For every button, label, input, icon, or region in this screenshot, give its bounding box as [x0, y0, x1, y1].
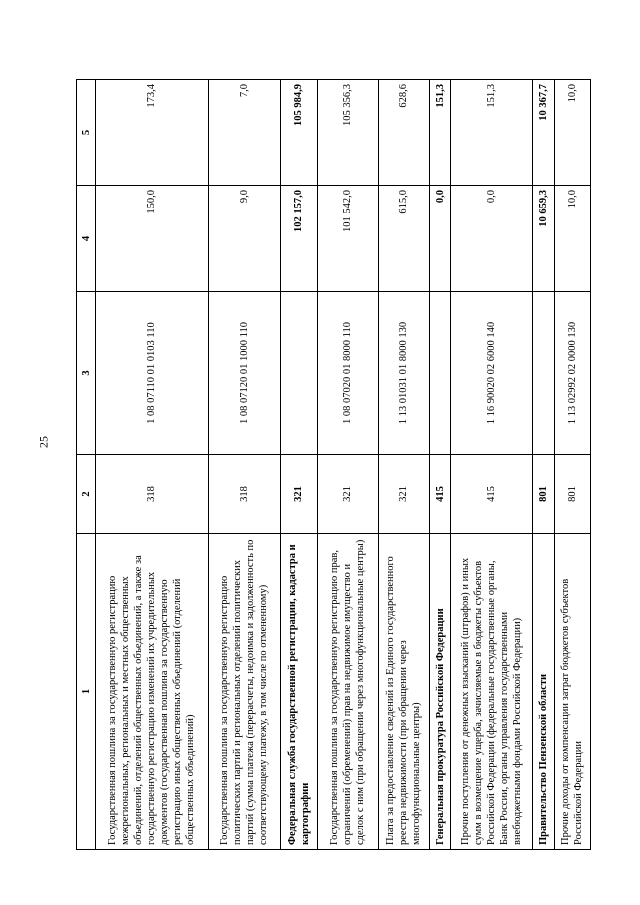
- row-name-cell: Правительство Пензенской области: [533, 534, 554, 850]
- row-kbk-cell: [430, 292, 451, 455]
- row-kbk-cell: 1 13 02992 02 0000 130: [554, 292, 590, 455]
- header-col-3: 3: [77, 292, 96, 455]
- row-name-cell: Плата за предоставление сведений из Единого государственного реестра недвижимости (при обращении через многофункциональные центры): [378, 534, 430, 850]
- table-row: [533, 80, 554, 850]
- row-value-col5-cell: 151,3: [451, 80, 533, 186]
- row-kbk-cell: 1 13 01031 01 8000 130: [378, 292, 430, 455]
- row-value-col5-cell: 151,3: [430, 80, 451, 186]
- row-value-col4-cell: 9,0: [208, 186, 281, 292]
- row-value-col5-cell: 10 367,7: [533, 80, 554, 186]
- table-row: [208, 80, 281, 850]
- row-code-cell: 321: [317, 455, 378, 534]
- header-col-1: 1: [77, 534, 96, 850]
- table-row: [281, 80, 317, 850]
- row-value-col4-cell: 150,0: [96, 186, 209, 292]
- row-kbk-cell: 1 08 07110 01 0103 110: [96, 292, 209, 455]
- table-row: [430, 80, 451, 850]
- table-row: [378, 80, 430, 850]
- header-col-4: 4: [77, 186, 96, 292]
- row-value-col5-cell: 7,0: [208, 80, 281, 186]
- row-kbk-cell: 1 08 07120 01 1000 110: [208, 292, 281, 455]
- row-value-col4-cell: 102 157,0: [281, 186, 317, 292]
- row-name-cell: Федеральная служба государственной регистрации, кадастра и картографии: [281, 534, 317, 850]
- row-value-col4-cell: 10 659,3: [533, 186, 554, 292]
- rotated-table-container: [76, 80, 591, 850]
- row-value-col5-cell: 628,6: [378, 80, 430, 186]
- row-name-cell: Государственная пошлина за государственную регистрацию межрегиональных, региональных и местных общественных объединений, отделений общественных объединений, а также за государственную регистрацию изменений их учредительных документов (государственная пошлина за государственную регистрацию иных общественных объединений (отделений общественных объединений): [96, 534, 209, 850]
- row-code-cell: 801: [533, 455, 554, 534]
- row-value-col4-cell: 0,0: [451, 186, 533, 292]
- row-code-cell: 318: [208, 455, 281, 534]
- page-number: 25: [36, 436, 51, 448]
- row-code-cell: 321: [281, 455, 317, 534]
- row-kbk-cell: 1 08 07020 01 8000 110: [317, 292, 378, 455]
- row-code-cell: 321: [378, 455, 430, 534]
- row-code-cell: 801: [554, 455, 590, 534]
- row-code-cell: 318: [96, 455, 209, 534]
- row-kbk-cell: [533, 292, 554, 455]
- row-value-col4-cell: 10,0: [554, 186, 590, 292]
- row-code-cell: 415: [430, 455, 451, 534]
- header-row: [77, 80, 96, 850]
- row-name-cell: Государственная пошлина за государственную регистрацию прав, ограничений (обременений) прав на недвижимое имущество и сделок с ним (при обращении через многофункциональные центры): [317, 534, 378, 850]
- header-col-2: 2: [77, 455, 96, 534]
- row-code-cell: 415: [451, 455, 533, 534]
- row-value-col5-cell: 173,4: [96, 80, 209, 186]
- row-kbk-cell: 1 16 90020 02 6000 140: [451, 292, 533, 455]
- revenue-table: [76, 79, 591, 850]
- row-name-cell: Прочие поступления от денежных взысканий (штрафов) и иных сумм в возмещение ущерба, зачисляемые в бюджеты субъектов Российской Федерации (федеральные государственные органы, Банк России, органы управления государственными внебюджетными фондами Российской Федерации): [451, 534, 533, 850]
- row-name-cell: Прочие доходы от компенсации затрат бюджетов субъектов Российской Федерации: [554, 534, 590, 850]
- table-row: [451, 80, 533, 850]
- table-row: [317, 80, 378, 850]
- row-name-cell: Государственная пошлина за государственную регистрацию политических партий и региональных отделений политических партий (сумма платежа (перерасчеты, недоимка и задолженность по соответствующему платежу, в том числе по отмененному): [208, 534, 281, 850]
- table-row: [554, 80, 590, 850]
- row-value-col4-cell: 101 542,0: [317, 186, 378, 292]
- row-value-col5-cell: 10,0: [554, 80, 590, 186]
- row-name-cell: Генеральная прокуратура Российской Федерации: [430, 534, 451, 850]
- row-value-col5-cell: 105 356,3: [317, 80, 378, 186]
- row-value-col4-cell: 615,0: [378, 186, 430, 292]
- row-value-col5-cell: 105 984,9: [281, 80, 317, 186]
- table-row: [96, 80, 209, 850]
- header-col-5: 5: [77, 80, 96, 186]
- row-value-col4-cell: 0,0: [430, 186, 451, 292]
- row-kbk-cell: [281, 292, 317, 455]
